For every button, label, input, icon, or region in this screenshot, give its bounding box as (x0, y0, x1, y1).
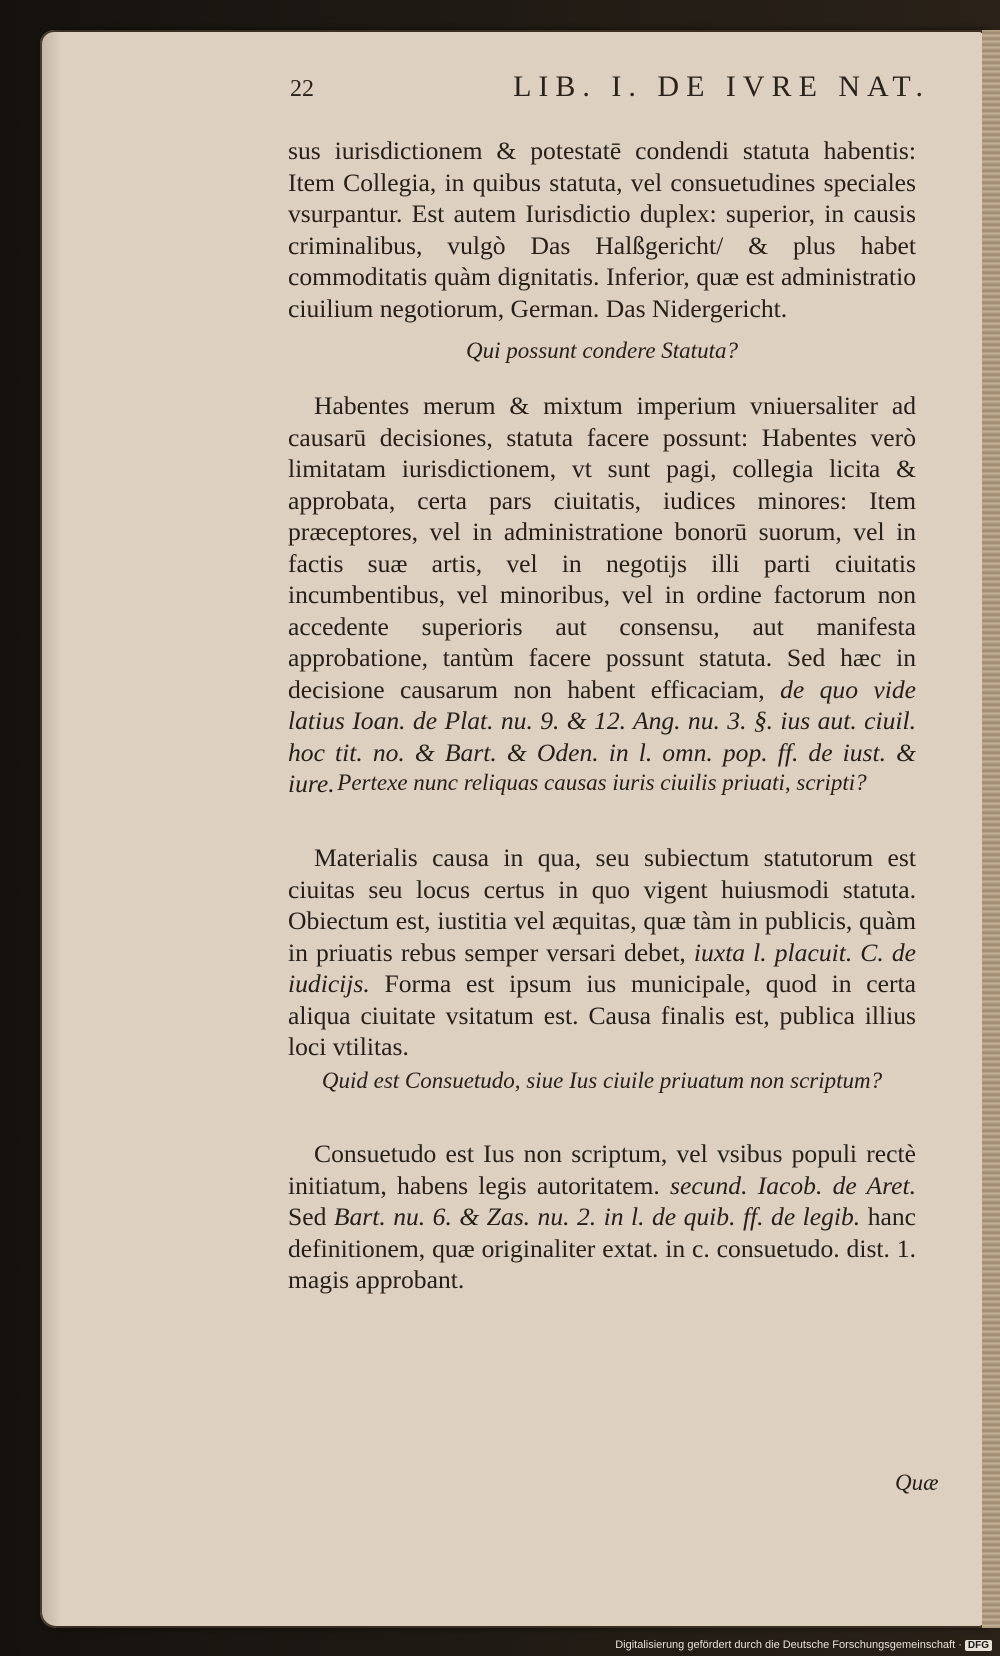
citation-bart-zas: Bart. nu. 6. & Zas. nu. 2. in l. de quib. ff. de legib. (333, 1202, 861, 1231)
page-number: 22 (290, 76, 314, 102)
citation-placuit: iuxta l. placuit. C. de iudicijs. (288, 937, 917, 998)
catchword: Quæ (895, 1470, 939, 1495)
citation-plat: de quo vide latius Ioan. de Plat. nu. 9. & 12. Ang. nu. 3. §. ius aut. ciuil. hoc tit. no. & Bart. & Oden. in l. omn. pop. ff. de iust. & iure. (288, 674, 916, 798)
paragraph-consuetudo-text-c: hanc definitionem, quæ originaliter extat. in c. consuetudo. dist. 1. magis approbant. (288, 1202, 917, 1294)
question-heading-2: Pertexe nunc reliquas causas iuris ciuilis priuati, scripti? (337, 770, 867, 795)
question-heading-3: Quid est Consuetudo, siue Ius ciuile priuatum non scriptum? (321, 1068, 883, 1093)
paragraph-consuetudo-text-b: Sed (288, 1202, 327, 1231)
paragraph-statuta (288, 390, 916, 800)
dfg-logo: DFG (965, 1640, 992, 1651)
paragraph-causes-text-a: Materialis causa in qua, seu subiectum statutorum est ciuitas seu locus certus in quo vigent huiusmodi statuta. Obiectum est, iustitia vel æquitas, quæ tàm in publicis, quàm in priuatis rebus semper versari debet, (288, 843, 916, 967)
citation-aret: secund. Iacob. de Aret. (670, 1170, 916, 1200)
paragraph-consuetudo-text-a: Consuetudo est Ius non scriptum, vel vsibus populi rectè initiatum, habens legis autoritatem. (288, 1139, 916, 1200)
paragraph-statuta-text: Habentes merum & mixtum imperium vniuersaliter ad causarū decisiones, statuta facere possunt: Habentes verò limitatam iurisdictionem, vt sunt pagi, collegia licita & approbata, certa pars ciuitatis, iudices minores: Item præceptores, vel in administratione bonorū suorum, vel in factis suæ artis, vel in negotijs illi parti ciuitatis incumbentibus, vel minoribus, vel in ordine factorum non accedente superioris aut consensu, aut manifesta approbatione, tantùm facere possunt statuta. Sed hæc in decisione causarum non habent efficaciam, (288, 391, 916, 704)
running-header (290, 70, 930, 104)
footer-credit-text: Digitalisierung gefördert durch die Deutsche Forschungsgemeinschaft · (615, 1639, 962, 1651)
paragraph-causes (288, 842, 916, 1063)
footer-credit (615, 1639, 992, 1651)
running-title: LIB. I. DE IVRE NAT. (513, 70, 930, 103)
page-edge (982, 30, 1000, 1628)
paragraph-consuetudo (288, 1138, 916, 1296)
paragraph-jurisdiction: sus iurisdictionem & potestatē condendi statuta habentis: Item Collegia, in quibus statuta, vel consuetudines speciales vsurpantur. Est autem Iurisdictio duplex: superior, in causis criminalibus, vulgò Das Halßgericht/ & plus habet commoditatis quàm dignitatis. Inferior, quæ est administratio ciuilium negotiorum, German. Das Nidergericht. (288, 136, 916, 323)
question-heading-1: Qui possunt condere Statuta? (466, 338, 738, 363)
paragraph-causes-text-b: Forma est ipsum ius municipale, quod in certa aliqua ciuitate vsitatum est. Causa finalis est, publica illius loci vtilitas. (288, 969, 916, 1061)
